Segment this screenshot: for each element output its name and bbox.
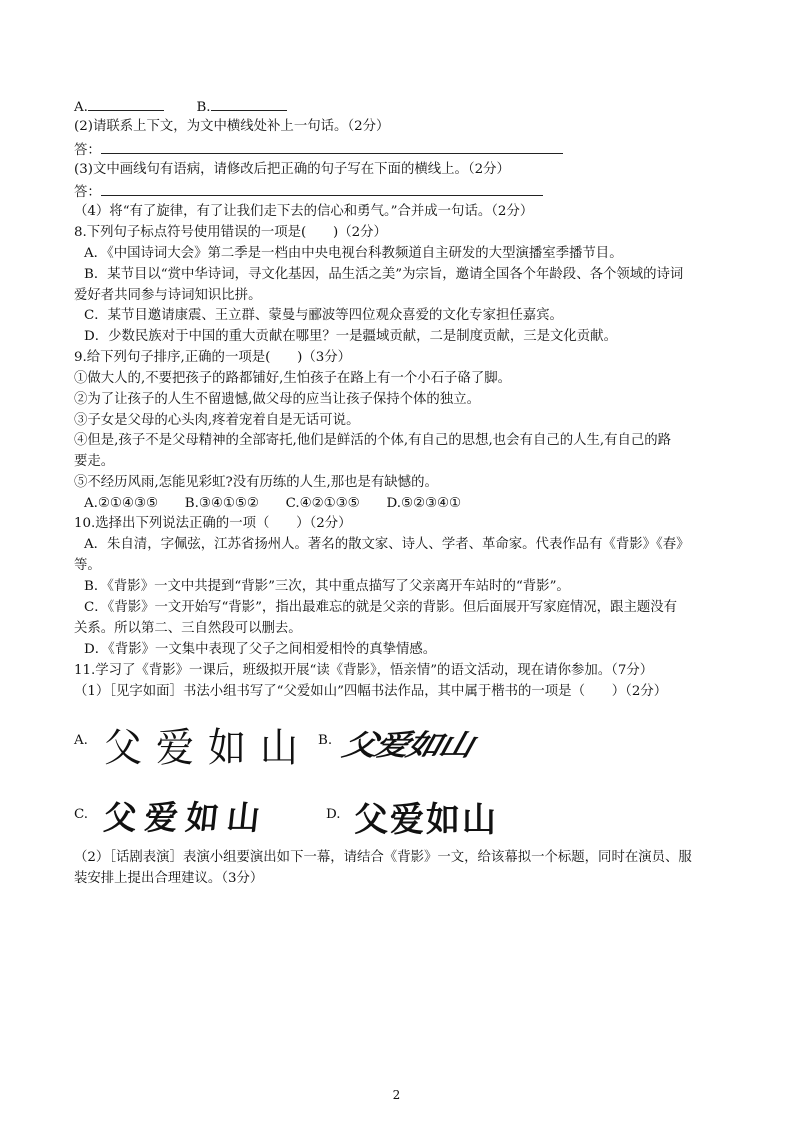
answer-blank-a[interactable] — [88, 96, 164, 111]
answer-blank-2[interactable] — [101, 139, 563, 154]
option-a-label: A. — [74, 100, 88, 115]
question-8-option-c: C．某节目邀请康震、王立群、蒙曼与郦波等四位观众喜爱的文化专家担任嘉宾。 — [84, 308, 563, 323]
page-number: 2 — [392, 1088, 401, 1102]
question-8: 8.下列句子标点符号使用错误的一项是( )（2分） — [74, 225, 387, 240]
question-8-option-a: A．《中国诗词大会》第二季是一档由中央电视台科教频道自主研发的大型演播室季播节目。 — [84, 246, 623, 261]
question-10-option-c-cont: 关系。所以第二、三自然段可以删去。 — [74, 621, 302, 636]
calligraphy-regular-script: 父爱如山 — [354, 800, 498, 840]
question-10-option-a-cont: 等。 — [74, 558, 101, 573]
answer-blank-b[interactable] — [211, 96, 287, 111]
question-9-options: A.②①④③⑤ B.③④①⑤② C.④②①③⑤ D.⑤②③④① — [84, 496, 461, 511]
sentence-3: ③子女是父母的心头肉,疼着宠着自是无话可说。 — [74, 413, 360, 428]
calligraphy-option-c-label: C. — [74, 807, 89, 822]
answer-line-2 — [74, 139, 563, 161]
question-8-option-b-cont: 爱好者共同参与诗词知识比拼。 — [74, 288, 262, 303]
option-b-label: B. — [196, 100, 211, 115]
calligraphy-seal-script: 父爱如山 — [104, 724, 313, 771]
question-7-4: （4）将“有了旋律，有了让我们走下去的信心和勇气。”合并成一句话。（2分） — [74, 204, 534, 219]
answer-label: 答： — [74, 185, 101, 200]
question-10-option-a: A．朱自清，字佩弦，江苏省扬州人。著名的散文家、诗人、学者、革命家。代表作品有《背影》《春》 — [84, 537, 690, 552]
question-11-1: （1）［见字如面］书法小组书写了“父爱如山”四幅书法作品，其中属于楷书的一项是（ ）（2分） — [74, 684, 668, 699]
question-10-option-d: D．《背影》一文集中表现了父子之间相爱相怜的真挚情感。 — [84, 642, 437, 657]
question-9: 9.给下列句子排序,正确的一项是( )（3分） — [74, 350, 352, 365]
question-10: 10.选择出下列说法正确的一项（ ）（2分） — [74, 516, 352, 531]
sentence-2: ②为了让孩子的人生不留遗憾,做父母的应当让孩子保持个体的独立。 — [74, 392, 480, 407]
question-10-option-b: B．《背影》一文中共提到“背影”三次，其中重点描写了父亲离开车站时的“背影”。 — [84, 579, 570, 594]
calligraphy-option-b-label: B. — [318, 733, 333, 748]
question-11-2: （2）［话剧表演］表演小组要演出如下一幕，请结合《背影》一文，给该幕拟一个标题，同时在演员、服 — [74, 850, 692, 865]
calligraphy-cursive-script: 父爱如山 — [339, 728, 476, 763]
answer-line-3 — [74, 181, 543, 203]
question-7-2: (2)请联系上下文，为文中横线处补上一句话。（2分） — [74, 119, 390, 134]
sentence-4-cont: 要走。 — [74, 454, 115, 469]
calligraphy-option-a-label: A. — [74, 733, 88, 748]
question-10-option-c: C．《背影》一文开始写“背影”，指出最难忘的就是父亲的背影。但后面展开写家庭情况，跟主题没有 — [84, 600, 678, 615]
question-7-3: (3)文中画线句有语病，请修改后把正确的句子写在下面的横线上。（2分） — [74, 162, 510, 177]
answer-line-ab — [74, 96, 287, 118]
answer-blank-3[interactable] — [101, 181, 543, 196]
question-8-option-b: B．某节目以“赏中华诗词，寻文化基因，品生活之美”为宗旨，邀请全国各个年龄段、各个领域的诗词 — [84, 267, 684, 282]
sentence-4: ④但是,孩子不是父母精神的全部寄托,他们是鲜活的个体,有自己的思想,也会有自己的人生,有自己的路 — [74, 433, 672, 448]
question-8-option-d: D．少数民族对于中国的重大贡献在哪里？一是疆域贡献，二是制度贡献，三是文化贡献。 — [84, 329, 617, 344]
answer-label: 答： — [74, 143, 101, 158]
calligraphy-option-d-label: D. — [326, 807, 341, 822]
question-11: 11.学习了《背影》一课后，班级拟开展“读《背影》，悟亲情”的语文活动，现在请你参加。（7分） — [74, 663, 654, 678]
sentence-1: ①做大人的,不要把孩子的路都铺好,生怕孩子在路上有一个小石子硌了脚。 — [74, 371, 512, 386]
sentence-5: ⑤不经历风雨,怎能见彩虹?没有历练的人生,那也是有缺憾的。 — [74, 475, 438, 490]
calligraphy-running-script: 父爱如山 — [101, 798, 270, 837]
question-11-2-cont: 装安排上提出合理建议。（3分） — [74, 871, 264, 886]
